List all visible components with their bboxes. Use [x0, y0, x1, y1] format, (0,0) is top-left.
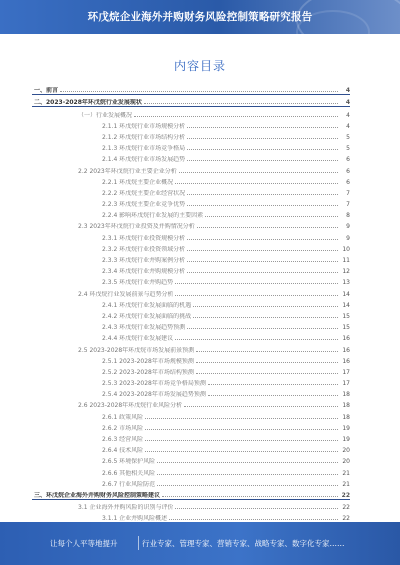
toc-leader-dots [175, 339, 338, 340]
toc-entry-label: 2.6.3 经营风险 [102, 436, 144, 443]
toc-leader-dots [208, 395, 338, 396]
toc-entry[interactable] [32, 107, 350, 118]
toc-entry-label: 2.5.1 2023-2028年市场规模预测 [102, 357, 194, 365]
toc-entry[interactable] [32, 175, 350, 186]
toc-entry-page: 12 [342, 268, 350, 276]
toc-entry[interactable] [32, 83, 350, 95]
toc-entry-label: 2.5.3 2023-2028年市场竞争格局预测 [102, 380, 206, 388]
toc-entry-page: 16 [342, 346, 350, 354]
toc-leader-dots [205, 216, 338, 217]
toc-entry-label: 3.1.1 企业并购风险概述 [102, 515, 168, 523]
toc-entry-page: 18 [342, 413, 350, 421]
toc-entry[interactable] [32, 253, 350, 264]
document-header [0, 0, 400, 34]
toc-leader-dots [175, 283, 338, 284]
toc-entry-label: 2.1.1 环戊烷行业市场规模分析 [102, 122, 186, 130]
toc-entry-label: 三、环戊烷企业海外并购财务风险控制策略建议 [34, 491, 161, 499]
toc-entry[interactable] [32, 387, 350, 398]
toc-entry-label: 2.5.4 2023-2028年市场发展趋势预测 [102, 391, 206, 399]
toc-entry-page: 22 [342, 515, 350, 523]
toc-entry[interactable] [32, 320, 350, 331]
toc-entry-label: 2.1.4 环戊烷行业市场发展趋势 [102, 156, 186, 164]
toc-entry-page: 5 [346, 145, 350, 153]
toc-entry-page: 11 [342, 257, 350, 264]
toc-leader-dots [60, 91, 338, 92]
toc-entry[interactable] [32, 365, 350, 376]
toc-entry-page: 19 [342, 424, 350, 432]
document-title: 环戊烷企业海外并购财务风险控制策略研究报告 [87, 11, 313, 23]
toc-entry-label: 2.6.2 市场风险 [102, 424, 144, 432]
toc-entry-label: 2.3.2 环戊烷行业投资领域分析 [102, 245, 186, 253]
toc-entry-page: 17 [342, 380, 350, 388]
toc-leader-dots [196, 362, 338, 363]
toc-leader-dots [175, 295, 338, 296]
toc-entry-page: 4 [346, 111, 350, 119]
toc-leader-dots [157, 462, 338, 463]
footer-slogan: 让每个人平等地提升 [50, 539, 118, 548]
toc-leader-dots [187, 261, 338, 262]
toc-leader-dots [193, 306, 338, 307]
toc-entry[interactable] [32, 141, 350, 152]
toc-leader-dots [187, 328, 338, 329]
toc-entry-label: 2.3.1 环戊烷行业投资规模分析 [102, 234, 186, 242]
toc-entry-page: 20 [342, 458, 350, 466]
toc-entry-page: 15 [342, 324, 350, 332]
toc-entry-label: 2.5 2023-2028年环戊烷市场发展前景预测 [78, 346, 195, 354]
toc-entry[interactable] [32, 354, 350, 365]
page-footer [0, 522, 400, 565]
toc-leader-dots [144, 103, 338, 104]
toc-entry-label: 2.6 2023-2028年环戊烷行业风险分析 [78, 402, 183, 410]
toc-entry[interactable] [32, 398, 350, 409]
toc-leader-dots [187, 250, 338, 251]
toc-entry-label: 2.6.7 行业风险防范 [102, 480, 156, 488]
toc-entry-label: （一）行业发展概况 [78, 111, 133, 119]
toc-entry-page: 13 [342, 279, 350, 287]
toc-leader-dots [134, 116, 338, 117]
toc-entry-page: 6 [346, 178, 350, 186]
toc-entry-page: 4 [346, 122, 350, 130]
toc-leader-dots [145, 429, 338, 430]
toc-entry-page: 9 [346, 223, 350, 231]
footer-divider [138, 536, 139, 550]
toc-entry[interactable] [32, 95, 350, 107]
toc-entry[interactable] [32, 409, 350, 420]
toc-leader-dots [169, 519, 338, 520]
toc-leader-dots [187, 194, 338, 195]
toc-leader-dots [145, 440, 338, 441]
toc-entry-page: 18 [342, 402, 350, 410]
toc-leader-dots [157, 474, 338, 475]
toc-entry-label: 2.3 2023年环戊烷行业投资及并购情况分析 [78, 223, 195, 231]
toc-leader-dots [187, 160, 338, 161]
toc-entry-page: 18 [342, 391, 350, 399]
toc-entry-label: 2.3.4 环戊烷行业并购规模分析 [102, 268, 186, 276]
toc-entry[interactable] [32, 477, 350, 488]
toc-entry-page: 21 [342, 480, 350, 488]
toc-entry-label: 3.1 企业海外并购风险的识别与评价 [78, 504, 174, 512]
toc-leader-dots [196, 373, 338, 374]
toc-entry-label: 一、前言 [34, 87, 59, 95]
toc-entry-label: 2.2.2 环戊烷主要企业经营状况 [102, 189, 186, 197]
toc-entry-page: 7 [346, 189, 350, 197]
toc-entry[interactable] [32, 186, 350, 197]
toc-leader-dots [187, 272, 338, 273]
toc-leader-dots [162, 496, 338, 497]
toc-entry-label: 2.5.2 2023-2028年市场结构预测 [102, 368, 194, 376]
toc-entry-page: 22 [342, 504, 350, 512]
toc-entry-page: 19 [342, 436, 350, 443]
toc-entry-page: 14 [342, 290, 350, 298]
toc-leader-dots [187, 138, 338, 139]
toc-entry[interactable] [32, 286, 350, 297]
toc-entry-label: 二、2023-2028年环戊烷行业发展现状 [34, 99, 142, 107]
toc-entry-label: 2.4.1 环戊烷行业发展面临的机遇 [102, 301, 192, 309]
toc-entry[interactable] [32, 511, 350, 522]
toc-entry-page: 16 [342, 357, 350, 365]
toc-leader-dots [145, 418, 338, 419]
toc-leader-dots [187, 127, 338, 128]
toc-leader-dots [193, 317, 338, 318]
toc-leader-dots [187, 239, 338, 240]
toc-entry-label: 2.4.4 环戊烷行业发展建议 [102, 335, 174, 343]
toc-entry-page: 9 [346, 234, 350, 242]
toc-entry[interactable] [32, 342, 350, 353]
toc-heading: 内容目录 [173, 59, 226, 73]
toc-entry[interactable] [32, 275, 350, 286]
toc-entry[interactable] [32, 152, 350, 163]
toc-entry-page: 5 [346, 133, 350, 141]
toc-entry-page: 21 [342, 469, 350, 477]
toc-entry-page: 14 [342, 301, 350, 309]
toc-leader-dots [196, 351, 338, 352]
toc-entry-label: 2.2.1 环戊烷主要企业概况 [102, 178, 174, 186]
toc-entry-label: 2.6.5 环境保护风险 [102, 458, 156, 466]
toc-entry-label: 2.3.5 环戊烷行业并购趋势 [102, 279, 174, 287]
toc-entry-page: 20 [342, 447, 350, 455]
toc-entry[interactable] [32, 197, 350, 208]
toc-entry-label: 2.6.4 技术风险 [102, 447, 144, 455]
toc-entry[interactable] [32, 432, 350, 443]
toc-entry[interactable] [32, 500, 350, 511]
toc-entry[interactable] [32, 242, 350, 253]
toc-leader-dots [175, 508, 338, 509]
toc-entry-label: 2.1.2 环戊烷行业市场结构分析 [102, 133, 186, 141]
toc-leader-dots [208, 384, 338, 385]
toc-leader-dots [179, 172, 338, 173]
toc-entry[interactable] [32, 443, 350, 454]
toc-entry[interactable] [32, 309, 350, 320]
toc-entry-label: 2.2.4 影响环戊烷行业发展的主要因素 [102, 212, 204, 220]
toc-entry[interactable] [32, 130, 350, 141]
toc-entry[interactable] [32, 264, 350, 275]
toc-entry-label: 2.6.1 政策风险 [102, 413, 144, 421]
table-of-contents [32, 83, 350, 534]
toc-leader-dots [187, 205, 338, 206]
toc-entry-page: 16 [342, 335, 350, 343]
toc-entry-label: 2.6.6 其他相关风险 [102, 469, 156, 477]
toc-entry[interactable] [32, 119, 350, 130]
toc-entry[interactable] [32, 163, 350, 174]
toc-entry[interactable] [32, 376, 350, 387]
toc-entry[interactable] [32, 454, 350, 465]
toc-entry[interactable] [32, 465, 350, 476]
toc-entry-page: 4 [345, 99, 350, 107]
toc-entry[interactable] [32, 219, 350, 230]
toc-entry[interactable] [32, 331, 350, 342]
toc-entry-page: 15 [342, 312, 350, 320]
toc-entry-page: 22 [341, 491, 350, 499]
toc-entry-label: 2.2.3 环戊烷主要企业竞争优势 [102, 201, 186, 209]
toc-entry-page: 4 [345, 87, 350, 95]
toc-entry[interactable] [32, 230, 350, 241]
toc-entry-label: 2.2 2023年环戊烷行业主要企业分析 [78, 167, 177, 175]
footer-tags: 行业专家、管理专家、营销专家、战略专家、数字化专家…… [142, 539, 345, 548]
toc-entry[interactable] [32, 421, 350, 432]
toc-leader-dots [187, 149, 338, 150]
toc-entry-page: 6 [346, 156, 350, 164]
toc-entry-page: 8 [346, 212, 350, 220]
toc-entry-label: 2.3.3 环戊烷行业并购案例分析 [102, 257, 186, 264]
toc-entry-page: 6 [346, 167, 350, 175]
toc-entry-label: 2.4.3 环戊烷行业发展趋势预测 [102, 324, 186, 332]
toc-leader-dots [157, 485, 338, 486]
toc-entry-page: 7 [346, 201, 350, 209]
toc-leader-dots [197, 227, 338, 228]
toc-entry-label: 2.1.3 环戊烷行业市场竞争格局 [102, 145, 186, 153]
toc-entry[interactable] [32, 298, 350, 309]
toc-entry-page: 17 [342, 368, 350, 376]
toc-entry-label: 2.4.2 环戊烷行业发展面临的挑战 [102, 312, 192, 320]
toc-entry[interactable] [32, 208, 350, 219]
toc-leader-dots [145, 451, 338, 452]
toc-leader-dots [184, 406, 338, 407]
toc-entry-page: 10 [342, 245, 350, 253]
toc-entry-label: 2.4 环戊烷行业发展前景与趋势分析 [78, 290, 174, 298]
toc-entry[interactable] [32, 488, 350, 500]
toc-leader-dots [175, 183, 338, 184]
